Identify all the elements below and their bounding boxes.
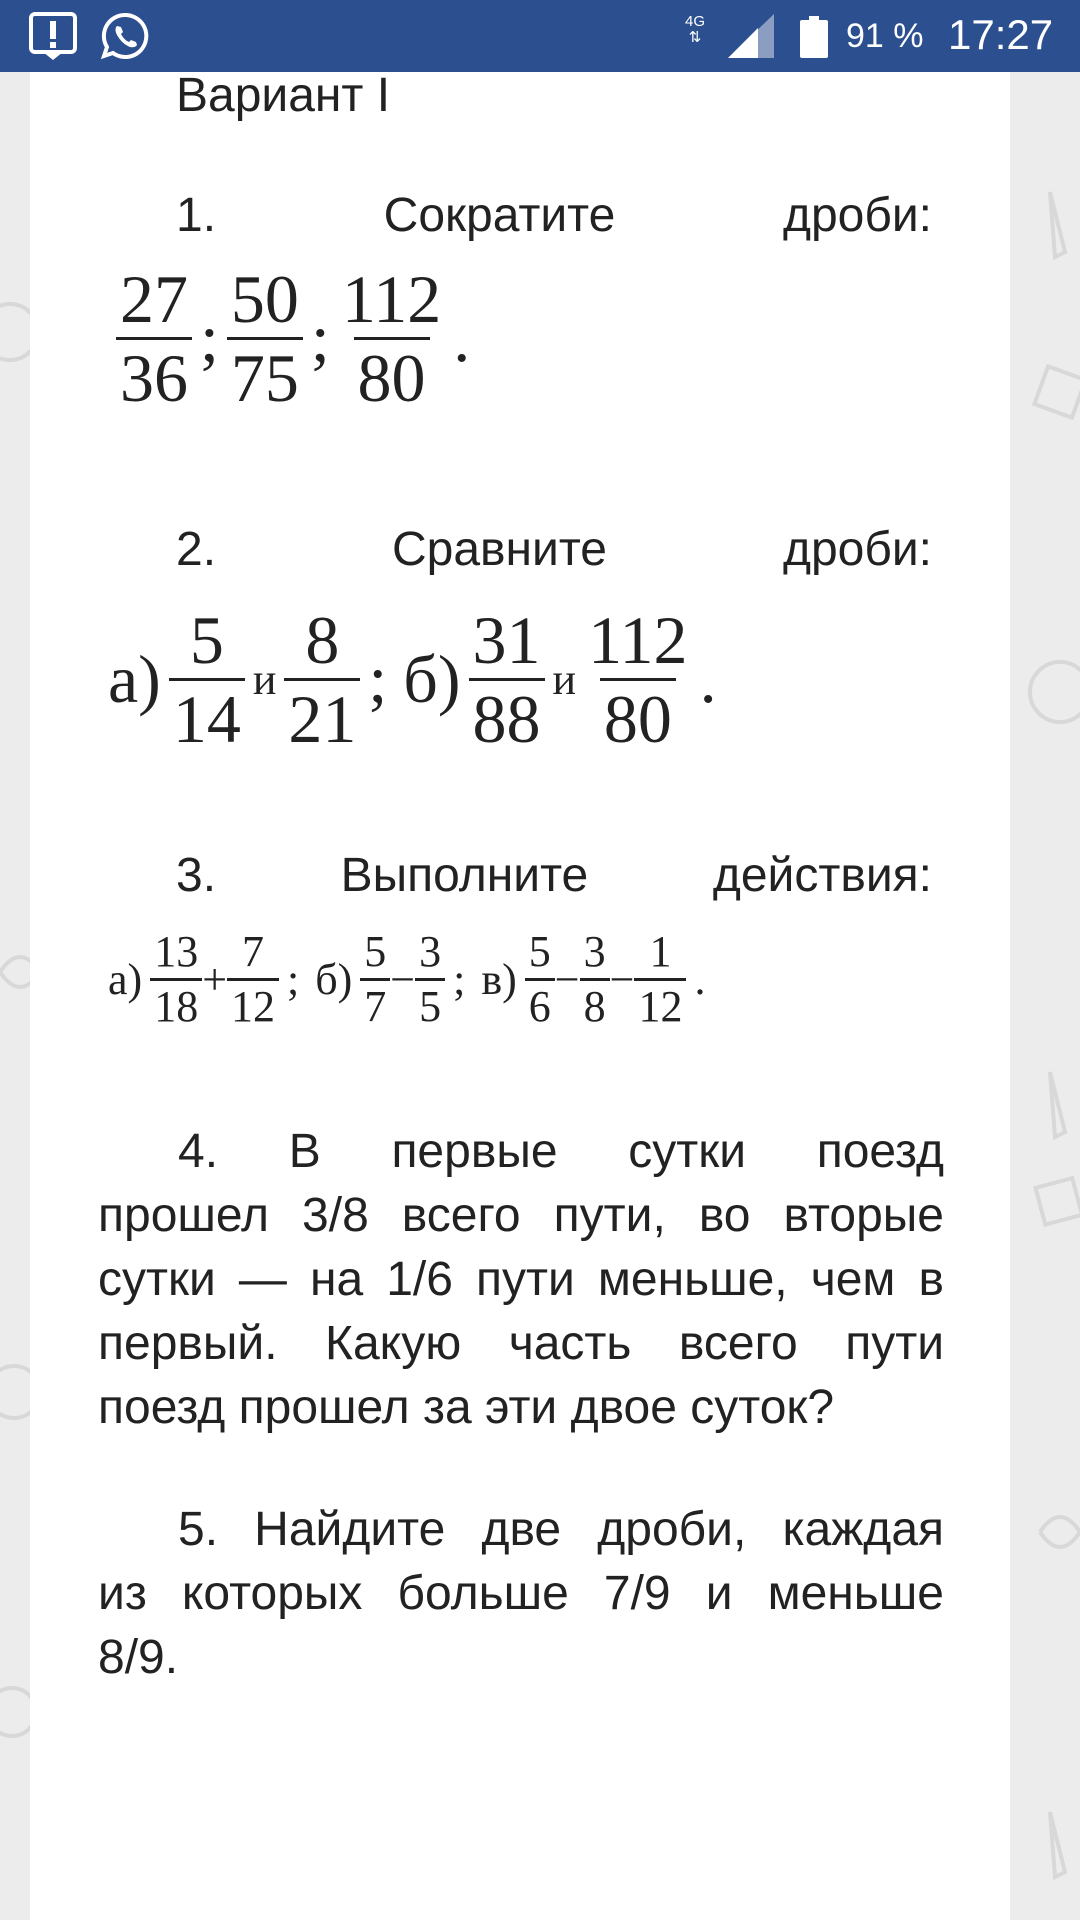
numerator: 3 — [583, 927, 606, 976]
denominator: 5 — [415, 978, 445, 1029]
task1-fractions: $\frac{27}{36}$ ; $\frac{50}{75}$ ; $\frac{112}{80}$ . — [116, 265, 478, 412]
task1-word-2: дроби: — [782, 189, 932, 242]
denominator: 8 — [580, 978, 610, 1029]
task3-word-2: действия: — [712, 849, 932, 902]
battery-percentage: 91 % — [846, 17, 924, 55]
fraction — [584, 602, 691, 757]
numerator: 5 — [528, 927, 551, 976]
fraction — [227, 261, 303, 416]
fraction — [360, 927, 390, 1031]
task2-word-1: Сравните — [391, 523, 607, 576]
signal-icon — [728, 14, 774, 58]
denominator: 36 — [116, 337, 192, 412]
task4-line: сутки — на 1/6 пути меньше, чем в — [98, 1253, 944, 1306]
task5-paragraph — [98, 1498, 944, 1690]
task4-line: первый. Какую часть всего пути — [98, 1317, 944, 1370]
numerator: 112 — [341, 261, 442, 337]
denominator: 21 — [284, 678, 360, 753]
battery-icon — [800, 16, 828, 58]
variant-title: Вариант I — [176, 69, 391, 122]
fraction — [116, 261, 192, 416]
task3-expression: а) $\frac{13}{18}$ + $\frac{7}{12}$ ; б) $\frac{5}{7}$ − $\frac{3}{5}$ ; в) $\frac{5}{6}$ − $\frac{3}{8}$ − $\frac{1}{12}$ . — [108, 927, 706, 1031]
task4-line: поезд прошел за эти двое суток? — [98, 1381, 835, 1434]
fraction — [169, 602, 245, 757]
clock: 17:27 — [948, 11, 1054, 58]
numerator: 7 — [242, 927, 265, 976]
fraction — [227, 927, 279, 1031]
numerator: 27 — [120, 261, 188, 337]
task4-line: прошел 3/8 всего пути, во вторые — [98, 1189, 944, 1242]
numerator: 112 — [588, 602, 688, 678]
task4-line: 4. В первые сутки поезд — [178, 1125, 944, 1178]
fraction — [580, 927, 610, 1031]
denominator: 14 — [169, 678, 245, 753]
network-type: 4G ⇅ — [684, 13, 705, 46]
task3-number: 3. — [176, 849, 217, 902]
denominator: 7 — [360, 978, 390, 1029]
denominator: 12 — [634, 978, 686, 1029]
fraction — [415, 927, 445, 1031]
numerator: 50 — [230, 261, 299, 337]
denominator: 12 — [227, 978, 279, 1029]
denominator: 80 — [600, 678, 676, 753]
task1-heading — [176, 186, 932, 246]
denominator: 6 — [525, 978, 555, 1029]
task4-paragraph — [98, 1120, 944, 1440]
fraction — [150, 927, 202, 1031]
task2-heading — [176, 520, 932, 580]
task2-word-2: дроби: — [782, 523, 932, 576]
numerator: 31 — [472, 602, 541, 678]
task3-heading — [176, 846, 932, 906]
fraction — [525, 927, 555, 1031]
numerator: 5 — [189, 602, 224, 678]
numerator: 1 — [649, 927, 672, 976]
task2-expression: а) $\frac{5}{14}$ и $\frac{8}{21}$ ; б) $\frac{31}{88}$ и $\frac{112}{80}$ . — [108, 602, 717, 757]
notification-alert-icon — [28, 11, 78, 61]
denominator: 88 — [469, 678, 545, 753]
task1-number: 1. — [176, 189, 217, 242]
denominator: 80 — [354, 337, 430, 412]
status-bar — [0, 0, 1080, 72]
denominator: 18 — [150, 978, 202, 1029]
fraction — [469, 602, 545, 757]
task3-word-1: Выполните — [340, 849, 589, 902]
numerator: 3 — [419, 927, 442, 976]
fraction — [338, 261, 445, 416]
numerator: 5 — [364, 927, 387, 976]
task5-line: 5. Найдите две дроби, каждая — [178, 1503, 944, 1556]
task5-line: 8/9. — [98, 1631, 179, 1684]
whatsapp-icon — [100, 11, 150, 61]
task1-word-1: Сократите — [383, 189, 616, 242]
task5-line: из которых больше 7/9 и меньше — [98, 1567, 944, 1620]
fraction — [634, 927, 686, 1031]
fraction — [284, 602, 360, 757]
numerator: 8 — [305, 602, 340, 678]
numerator: 13 — [154, 927, 199, 976]
denominator: 75 — [227, 337, 303, 412]
task2-number: 2. — [176, 523, 217, 576]
